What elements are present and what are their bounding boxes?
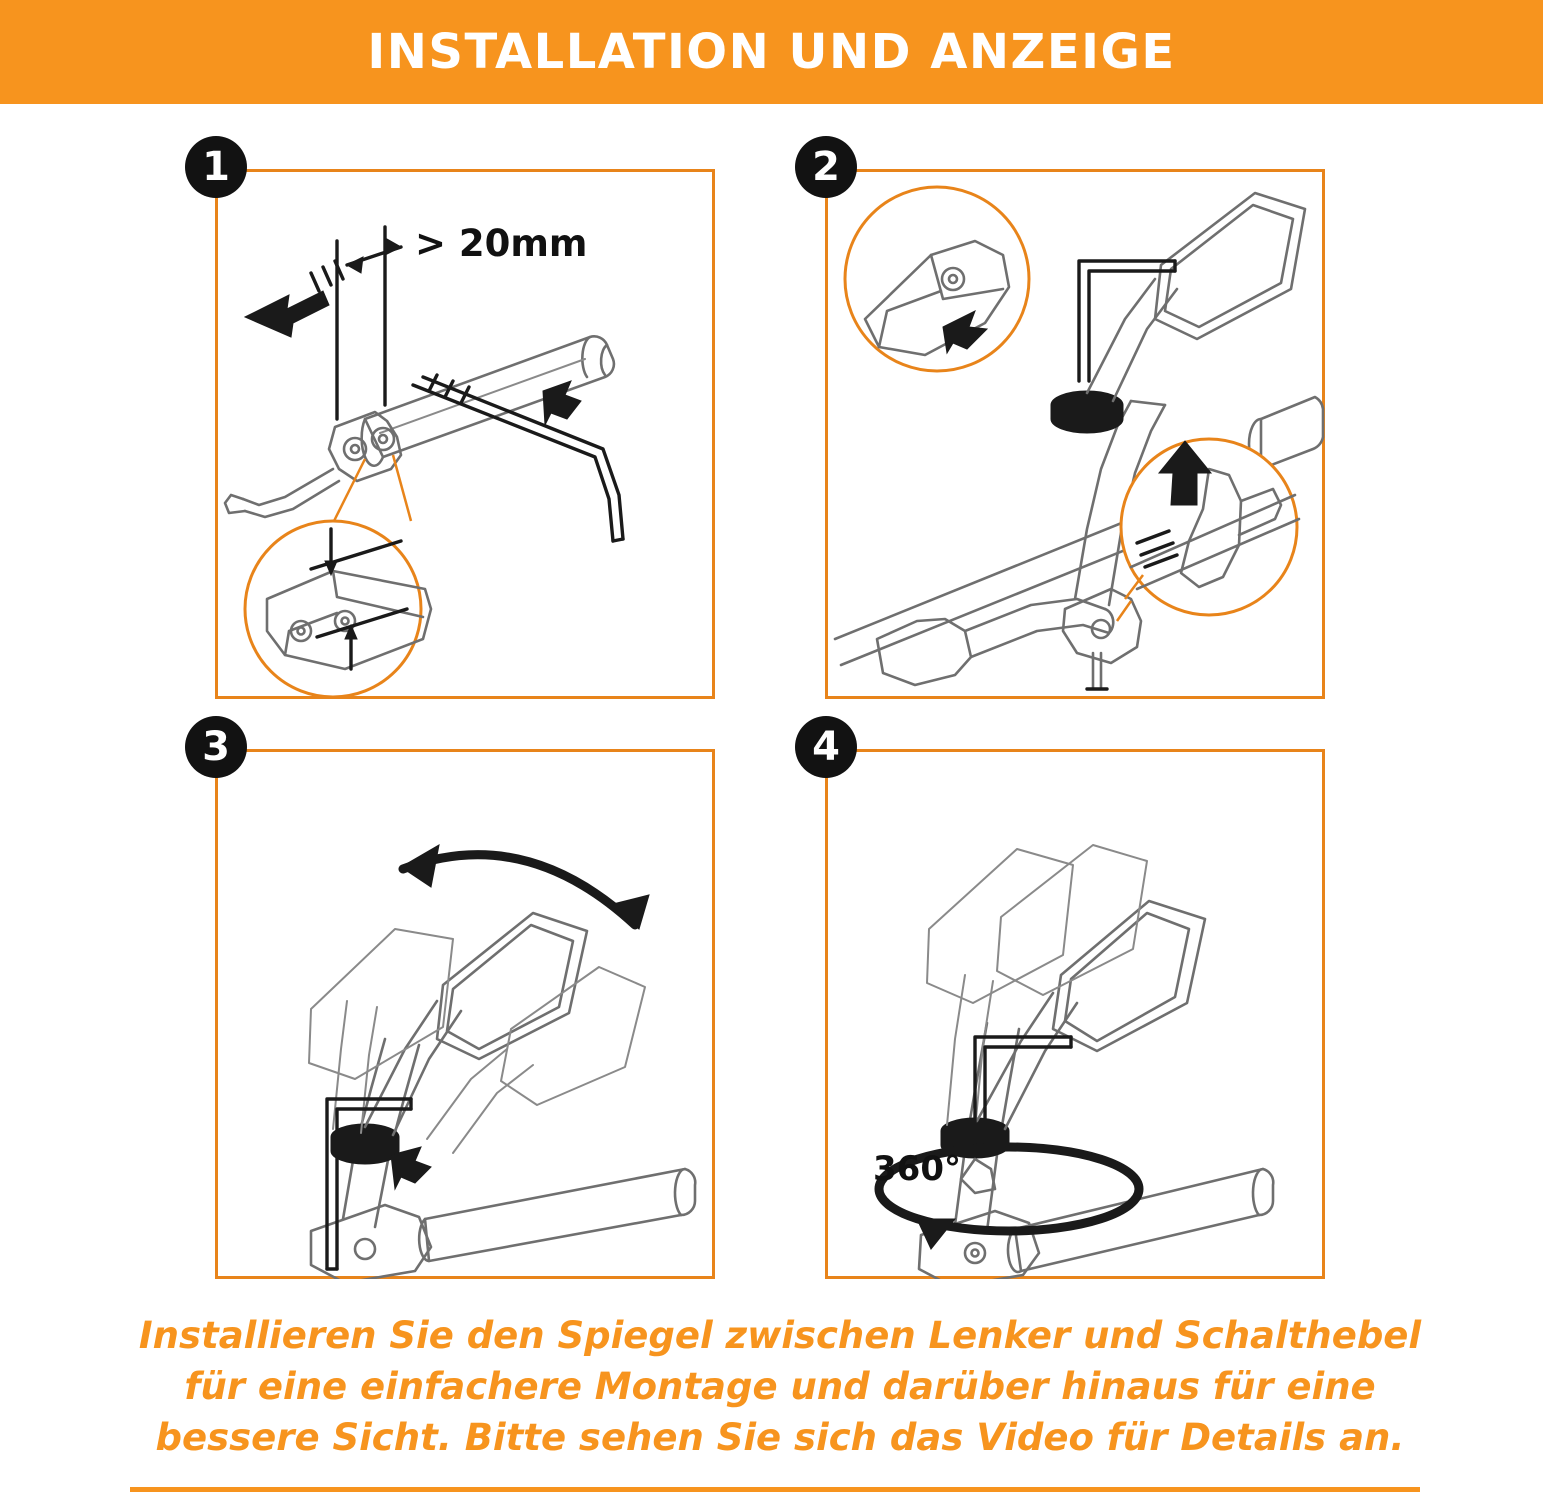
step-3-illustration [215, 749, 715, 1279]
step-4 [812, 724, 1325, 1279]
caption-line-2: für eine einfachere Montage und darüber hinaus für eine [184, 1365, 1376, 1409]
step-1-dimension-label: > 20mm [415, 222, 588, 265]
caption-line-1: Installieren Sie den Spiegel zwischen Lenker und Schalthebel [138, 1314, 1422, 1357]
step-1 [202, 144, 715, 699]
header-banner [0, 0, 1543, 104]
caption [130, 1310, 1430, 1463]
step-4-rotation-label: 360° [873, 1149, 961, 1189]
page-title: INSTALLATION UND ANZEIGE [367, 24, 1176, 80]
step-3 [202, 724, 715, 1279]
step-4-illustration [825, 749, 1325, 1279]
step-2 [812, 144, 1325, 699]
steps-grid [0, 104, 1543, 1292]
step-4-badge: 4 [795, 716, 857, 778]
step-3-badge: 3 [185, 716, 247, 778]
step-2-badge: 2 [795, 136, 857, 198]
footer-divider [130, 1487, 1420, 1492]
step-2-illustration [825, 169, 1325, 699]
caption-line-3: bessere Sicht. Bitte sehen Sie sich das Video für Details an. [155, 1416, 1405, 1460]
step-1-badge: 1 [185, 136, 247, 198]
